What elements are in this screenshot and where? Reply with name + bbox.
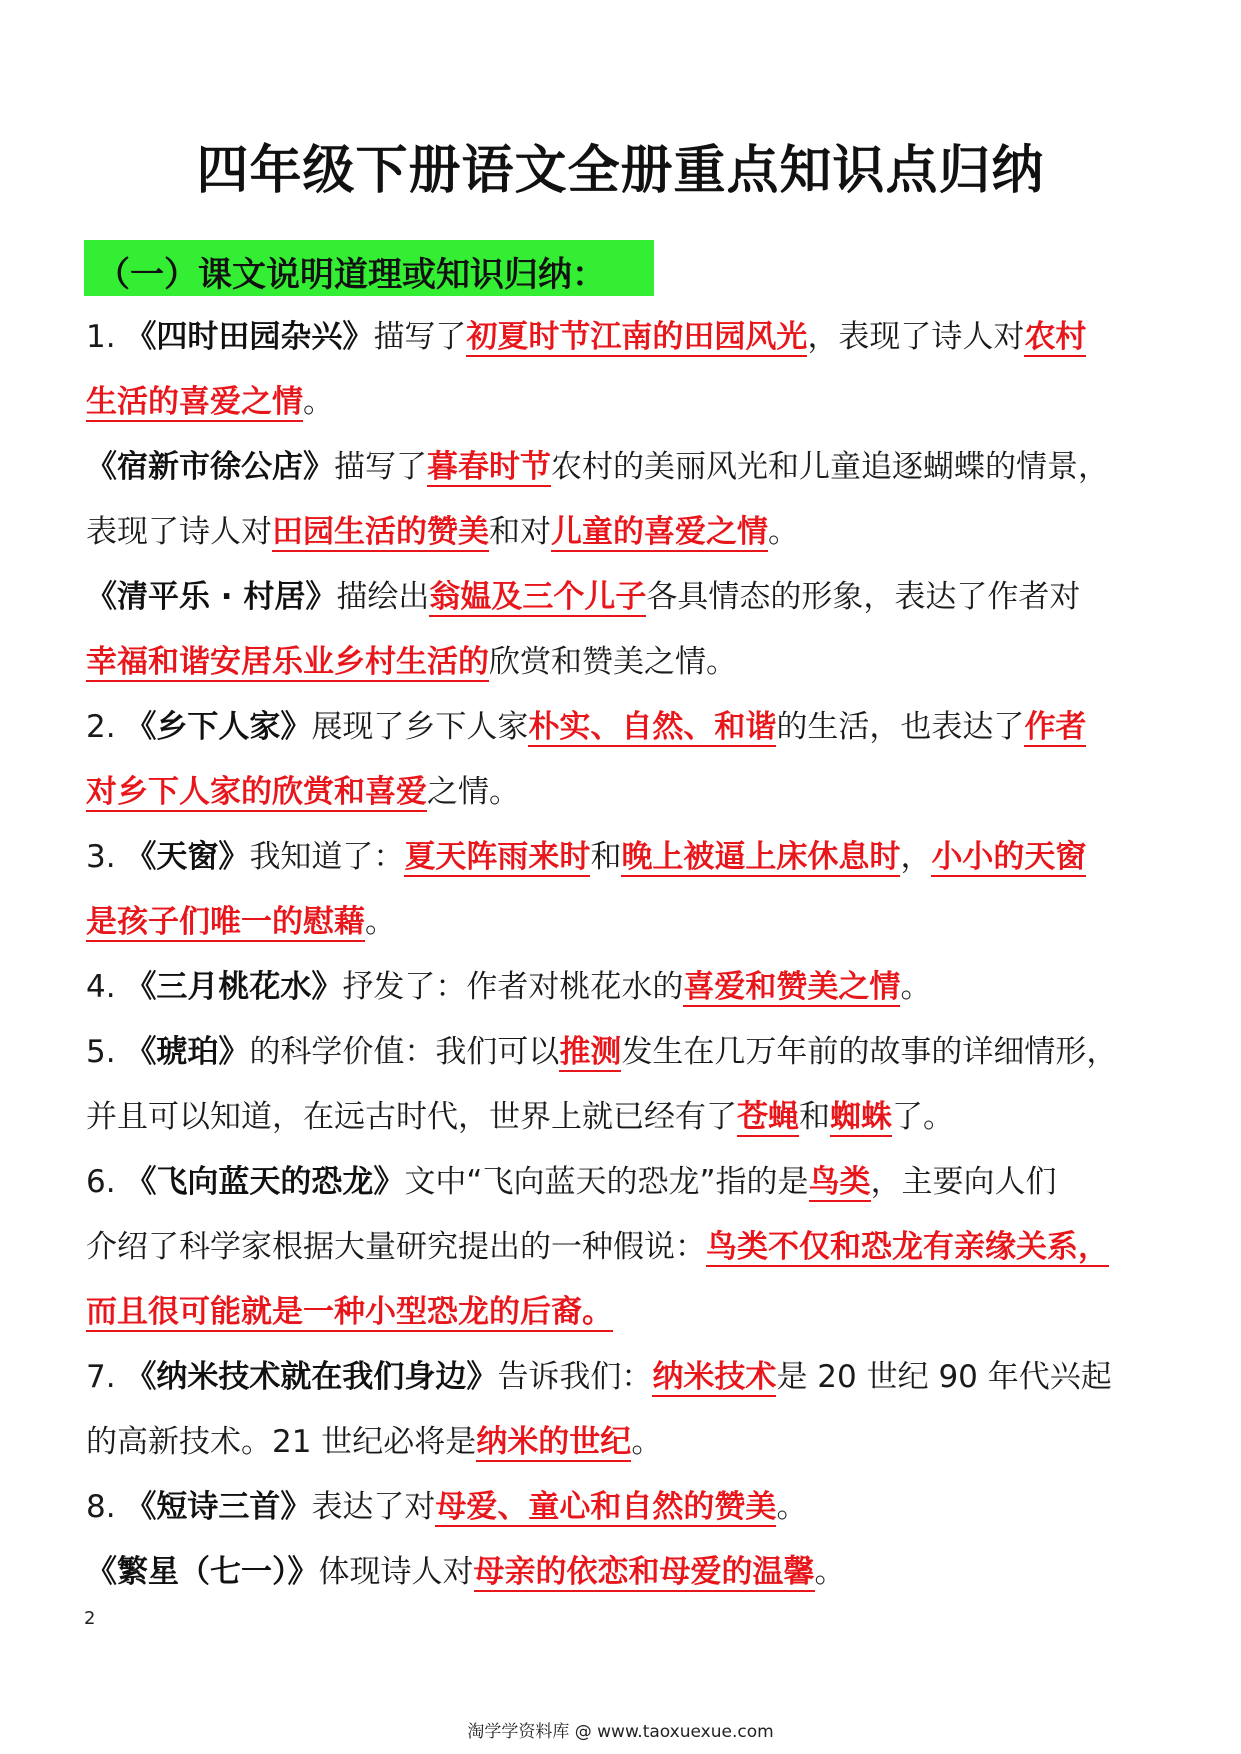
text-segment: 和对 bbox=[489, 514, 551, 550]
key-point: 苍蝇 bbox=[737, 1099, 799, 1135]
key-point: 推测 bbox=[559, 1034, 622, 1070]
text-segment: 表达了对 bbox=[311, 1489, 436, 1525]
footer-watermark: 淘学学资料库 @ www.taoxuexue.com bbox=[467, 1722, 774, 1742]
lesson-title: 《宿新市徐公店》 bbox=[86, 449, 334, 485]
content-line bbox=[86, 1215, 1166, 1280]
text-segment: 展现了乡下人家 bbox=[311, 709, 529, 745]
key-point: 生活的喜爱之情 bbox=[86, 384, 303, 420]
key-point: 小小的天窗 bbox=[931, 839, 1087, 875]
content-line bbox=[86, 500, 1166, 565]
content-line bbox=[86, 435, 1166, 500]
key-point: 蜘蛛 bbox=[830, 1099, 892, 1135]
lesson-title: 《天窗》 bbox=[125, 839, 250, 875]
key-point: 纳米技术 bbox=[652, 1359, 777, 1395]
lesson-title: 《乡下人家》 bbox=[125, 709, 312, 745]
key-point: 鸟类不仅和恐龙有亲缘关系， bbox=[706, 1229, 1109, 1265]
text-segment: 3. bbox=[86, 839, 126, 875]
section-heading-box bbox=[84, 240, 654, 296]
text-segment: 是 20 世纪 90 年代兴起 bbox=[776, 1359, 1112, 1395]
text-segment: 并且可以知道，在远古时代，世界上就已经有了 bbox=[86, 1099, 737, 1135]
text-segment: 的科学价值：我们可以 bbox=[249, 1034, 560, 1070]
content-line bbox=[86, 955, 1166, 1020]
content-line bbox=[86, 305, 1166, 370]
text-segment: ，表现了诗人对 bbox=[807, 319, 1025, 355]
text-segment: 。 bbox=[768, 514, 799, 550]
text-segment: 。 bbox=[814, 1554, 846, 1590]
lesson-title: 《三月桃花水》 bbox=[125, 969, 343, 1005]
lesson-title: 《繁星（七一）》 bbox=[86, 1554, 319, 1590]
content-line bbox=[86, 1150, 1166, 1215]
text-segment: ， bbox=[900, 839, 932, 875]
text-segment: 和 bbox=[799, 1099, 830, 1135]
text-segment: 。 bbox=[303, 384, 334, 420]
text-segment: 5. bbox=[86, 1034, 126, 1070]
text-segment: 文中“飞向蓝天的恐龙”指的是 bbox=[404, 1164, 809, 1200]
key-point: 朴实、自然、和谐 bbox=[528, 709, 777, 745]
lesson-title: 《琥珀》 bbox=[125, 1034, 250, 1070]
key-point: 作者 bbox=[1024, 709, 1087, 745]
section-heading: （一）课文说明道理或知识归纳： bbox=[96, 255, 606, 295]
key-point: 母亲的依恋和母爱的温馨 bbox=[473, 1554, 815, 1590]
text-segment: 介绍了科学家根据大量研究提出的一种假说： bbox=[86, 1229, 706, 1265]
content-line bbox=[86, 1085, 1166, 1150]
content-line bbox=[86, 370, 1166, 435]
text-segment: 发生在几万年前的故事的详细情形， bbox=[621, 1034, 1118, 1070]
text-segment: 1. bbox=[86, 319, 126, 355]
key-point: 农村 bbox=[1024, 319, 1087, 355]
content-line bbox=[86, 1410, 1166, 1475]
text-segment: 农村的美丽风光和儿童追逐蝴蝶的情景， bbox=[551, 449, 1109, 485]
key-point: 鸟类 bbox=[808, 1164, 871, 1200]
page-title: 四年级下册语文全册重点知识点归纳 bbox=[196, 141, 1045, 201]
content-line bbox=[86, 1020, 1166, 1085]
key-point: 夏天阵雨来时 bbox=[404, 839, 591, 875]
text-segment: 7. bbox=[86, 1359, 126, 1395]
lesson-title: 《飞向蓝天的恐龙》 bbox=[125, 1164, 405, 1200]
text-segment: 描绘出 bbox=[336, 579, 430, 615]
lesson-title: 《短诗三首》 bbox=[125, 1489, 312, 1525]
text-segment: 欣赏和赞美之情。 bbox=[489, 644, 737, 680]
content-line bbox=[86, 695, 1166, 760]
content-line bbox=[86, 1540, 1166, 1605]
text-segment: 各具情态的形象，表达了作者对 bbox=[646, 579, 1081, 615]
lesson-title: 《纳米技术就在我们身边》 bbox=[125, 1359, 498, 1395]
text-segment: 2. bbox=[86, 709, 126, 745]
knowledge-content bbox=[86, 305, 1166, 1605]
page-number: 2 bbox=[84, 1608, 96, 1629]
key-point: 而且很可能就是一种小型恐龙的后裔。 bbox=[86, 1294, 613, 1330]
key-point: 晚上被逼上床休息时 bbox=[621, 839, 901, 875]
text-segment: 的高新技术。21 世纪必将是 bbox=[86, 1424, 477, 1460]
key-point: 田园生活的赞美 bbox=[272, 514, 489, 550]
text-segment: 。 bbox=[900, 969, 932, 1005]
text-segment: 表现了诗人对 bbox=[86, 514, 272, 550]
key-point: 暮春时节 bbox=[427, 449, 551, 485]
key-point: 母爱、童心和自然的赞美 bbox=[435, 1489, 777, 1525]
text-segment: 之情。 bbox=[427, 774, 520, 810]
lesson-title: 《四时田园杂兴》 bbox=[125, 319, 374, 355]
text-segment: 6. bbox=[86, 1164, 126, 1200]
text-segment: 。 bbox=[631, 1424, 663, 1460]
text-segment: 8. bbox=[86, 1489, 126, 1525]
text-segment: 告诉我们： bbox=[497, 1359, 653, 1395]
text-segment: 的生活，也表达了 bbox=[776, 709, 1025, 745]
lesson-title: 《清平乐 · 村居》 bbox=[86, 579, 337, 615]
text-segment: 4. bbox=[86, 969, 126, 1005]
content-line bbox=[86, 1475, 1166, 1540]
key-point: 纳米的世纪 bbox=[476, 1424, 632, 1460]
content-line bbox=[86, 630, 1166, 695]
text-segment: 体现诗人对 bbox=[318, 1554, 474, 1590]
content-line bbox=[86, 1345, 1166, 1410]
content-line bbox=[86, 760, 1166, 825]
text-segment: ，主要向人们 bbox=[870, 1164, 1057, 1200]
key-point: 喜爱和赞美之情 bbox=[683, 969, 901, 1005]
text-segment: 。 bbox=[776, 1489, 808, 1525]
text-segment: 和 bbox=[590, 839, 622, 875]
key-point: 是孩子们唯一的慰藉 bbox=[86, 904, 365, 940]
text-segment: 抒发了：作者对桃花水的 bbox=[342, 969, 684, 1005]
key-point: 幸福和谐安居乐业乡村生活的 bbox=[86, 644, 489, 680]
key-point: 儿童的喜爱之情 bbox=[551, 514, 768, 550]
key-point: 初夏时节江南的田园风光 bbox=[466, 319, 808, 355]
content-line bbox=[86, 890, 1166, 955]
content-line bbox=[86, 825, 1166, 890]
text-segment: 描写了 bbox=[334, 449, 427, 485]
text-segment: 我知道了： bbox=[249, 839, 405, 875]
text-segment: 了。 bbox=[892, 1099, 954, 1135]
text-segment: 描写了 bbox=[373, 319, 467, 355]
key-point: 翁媪及三个儿子 bbox=[429, 579, 647, 615]
content-line bbox=[86, 1280, 1166, 1345]
text-segment: 。 bbox=[365, 904, 396, 940]
key-point: 对乡下人家的欣赏和喜爱 bbox=[86, 774, 427, 810]
content-line bbox=[86, 565, 1166, 630]
